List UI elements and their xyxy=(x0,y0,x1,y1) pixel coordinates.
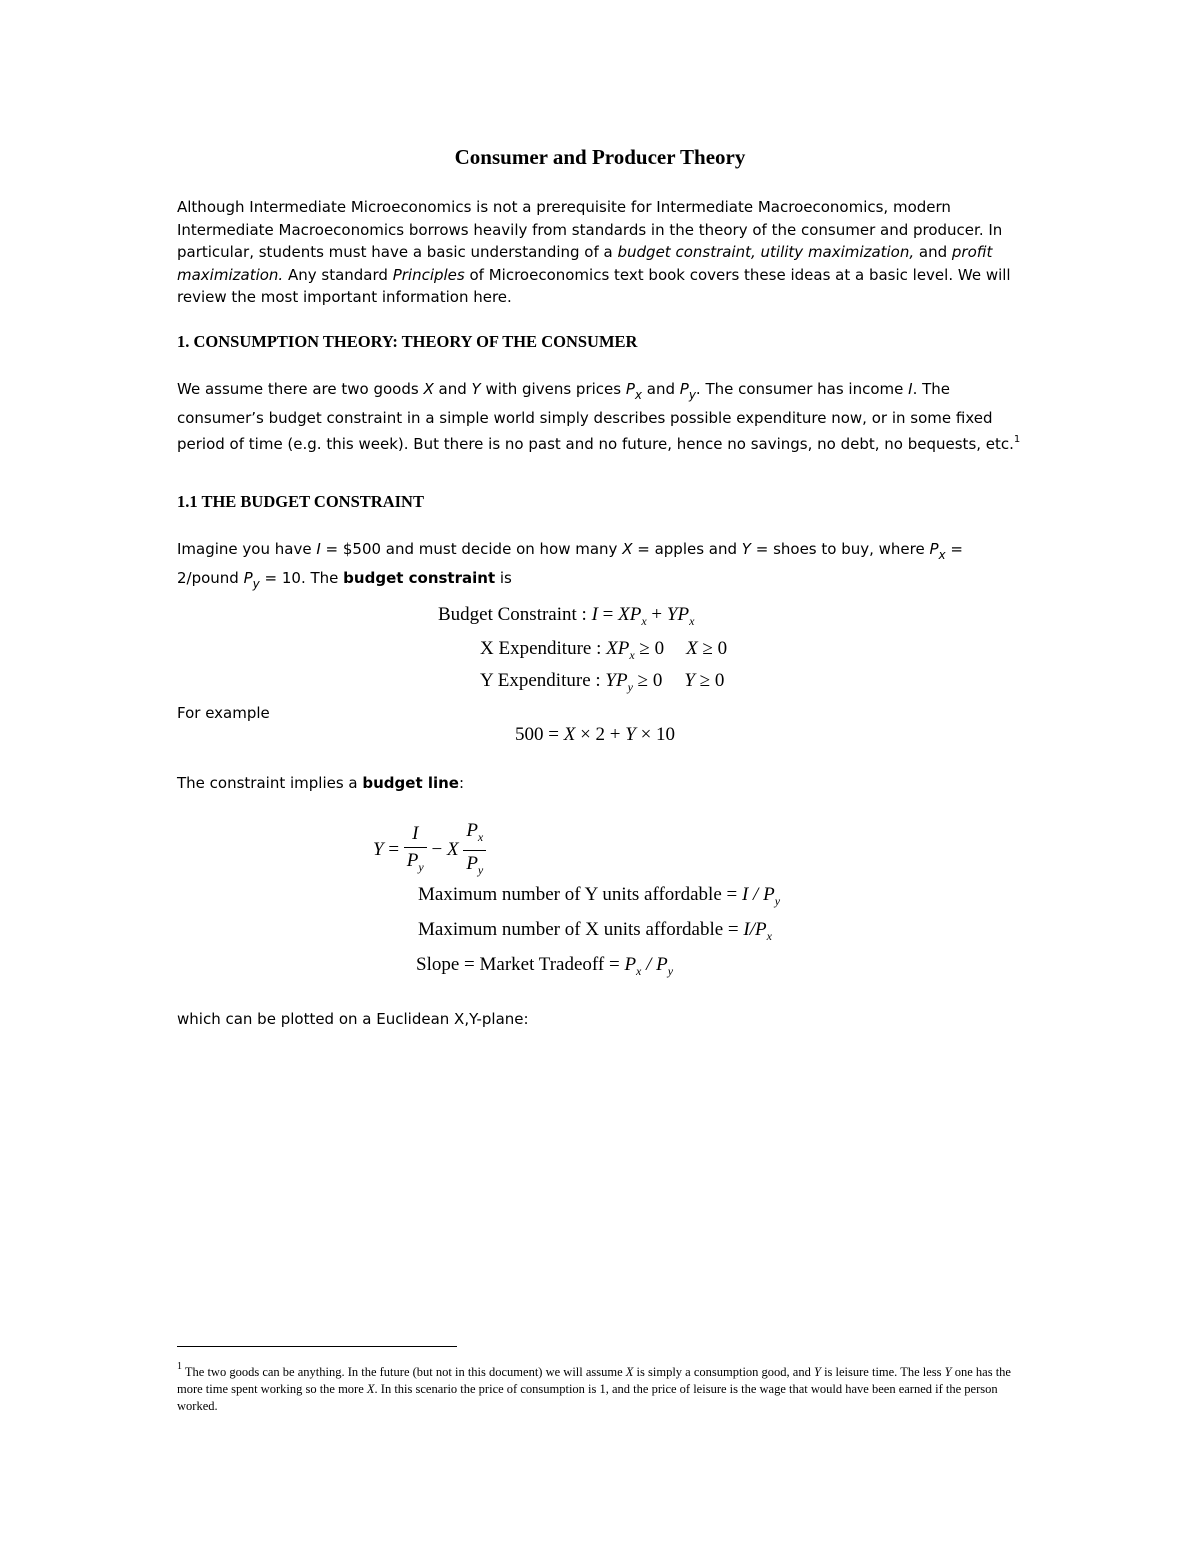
op: − xyxy=(431,838,447,860)
var-x: X xyxy=(423,380,434,398)
var: X xyxy=(625,1365,634,1379)
intro-italic-principles: Principles xyxy=(392,265,465,284)
sub: y xyxy=(477,863,484,877)
var-i: I xyxy=(908,380,913,398)
text: and xyxy=(433,380,472,398)
sub: x xyxy=(629,648,635,662)
var-p: P xyxy=(679,380,689,398)
var: X xyxy=(446,838,459,860)
footnote-divider xyxy=(177,1346,457,1347)
op: ≥ 0 xyxy=(697,638,728,659)
text: = apples and xyxy=(632,540,742,558)
var: I xyxy=(591,604,598,625)
var: I xyxy=(412,823,419,844)
text: is leisure time. The less xyxy=(820,1365,945,1379)
budget-constraint-equation xyxy=(438,604,694,629)
text: is xyxy=(495,568,512,587)
eq-label: Y Expenditure : xyxy=(480,670,606,691)
eq-label: Maximum number of X units affordable = xyxy=(418,919,744,940)
text: . In this scenario the price of consumption is 1, and the price of leisure is the wage that would have been earned if the person worked. xyxy=(177,1382,998,1413)
max-x-equation xyxy=(418,919,772,944)
var: I / P xyxy=(741,884,775,905)
sub: y xyxy=(667,964,674,978)
intro-text: Although Intermediate Microeconomics is not a prerequisite for Intermediate Macroeconomics, modern Intermediate Macroeconomics borrows heavily from standards in the theory of the consumer and producer. In particular, students must have a basic understanding of a xyxy=(177,198,1003,261)
intro-italic-profit: profit maximization. xyxy=(177,243,993,284)
section-1-1-paragraph xyxy=(177,538,1027,595)
text: . The consumer’s budget constraint in a simple world simply describes possible expenditure now, or in some fixed period of time (e.g. this week). But there is no past and no future, hence no savings, no debt, no bequests, etc. xyxy=(177,380,1014,453)
x-expenditure-equation xyxy=(480,638,727,663)
section-1-paragraph xyxy=(177,378,1027,456)
var: XP xyxy=(606,638,630,659)
var: Y xyxy=(373,838,384,860)
intro-paragraph xyxy=(177,196,1027,309)
page-title: Consumer and Producer Theory xyxy=(454,145,746,169)
var: X xyxy=(686,638,698,659)
var: Y xyxy=(625,724,636,745)
text: is simply a consumption good, and xyxy=(633,1365,814,1379)
intro-text: of Microeconomics text book covers these ideas at a basic level. We will review the most important information here. xyxy=(177,265,1011,306)
var: YP xyxy=(605,670,628,691)
text: Imagine you have xyxy=(177,540,317,558)
op: × 10 xyxy=(635,724,676,745)
var: X xyxy=(563,724,576,745)
var: I/P xyxy=(743,919,767,940)
var-y: Y xyxy=(471,380,481,398)
section-1-1-heading: 1.1 THE BUDGET CONSTRAINT xyxy=(177,492,424,511)
op: × 2 + xyxy=(575,724,626,745)
intro-italic-terms: budget constraint, utility maximization, xyxy=(617,243,915,261)
var: P xyxy=(406,850,419,871)
text: We assume there are two goods xyxy=(177,380,424,398)
text: The two goods can be anything. In the future (but not in this document) we will assume xyxy=(182,1365,626,1379)
example-equation xyxy=(515,724,675,746)
section-1-heading: 1. CONSUMPTION THEORY: THEORY OF THE CONSUMER xyxy=(177,332,638,351)
var: X xyxy=(366,1382,375,1396)
fraction-income-over-py xyxy=(404,821,427,880)
var: XP xyxy=(618,604,642,625)
fraction-px-over-py xyxy=(463,818,486,883)
sub: x xyxy=(641,614,647,628)
var: P xyxy=(466,820,478,841)
var: Y xyxy=(813,1365,821,1379)
eq-label: Maximum number of Y units affordable = xyxy=(418,884,742,905)
intro-text: and xyxy=(914,243,952,261)
slope-equation xyxy=(416,954,673,979)
var: P xyxy=(466,853,478,874)
bold-term: budget line xyxy=(362,774,459,792)
text: = shoes to buy, where xyxy=(750,540,930,558)
for-example-label: For example xyxy=(177,704,270,722)
var: Y xyxy=(684,670,695,691)
sub-y: y xyxy=(688,388,696,402)
op: ≥ 0 xyxy=(632,670,663,691)
op: + xyxy=(646,604,667,625)
text: = $500 and must decide on how many xyxy=(320,540,623,558)
text: with givens prices xyxy=(480,380,626,398)
op: = xyxy=(597,604,619,625)
text: . The consumer has income xyxy=(695,380,909,398)
var: YP xyxy=(666,604,690,625)
sub: x xyxy=(477,830,484,844)
text: : xyxy=(458,774,465,792)
op: ≥ 0 xyxy=(694,670,725,691)
sub-x: x xyxy=(938,548,946,562)
text: = 2/pound xyxy=(177,540,963,587)
budget-line-paragraph xyxy=(177,772,1027,795)
var-y: Y xyxy=(741,540,751,558)
sub: y xyxy=(774,894,781,908)
sub: x xyxy=(689,614,695,628)
budget-line-equation xyxy=(373,818,486,883)
var: P xyxy=(624,954,637,975)
op: ≥ 0 xyxy=(634,638,665,659)
sub: x xyxy=(636,964,642,978)
sub: y xyxy=(418,860,424,874)
sub-x: x xyxy=(634,388,642,402)
text: = 10. The xyxy=(259,568,344,587)
text: The constraint implies a xyxy=(177,774,363,792)
sub: x xyxy=(766,929,772,943)
sub: y xyxy=(627,680,633,694)
var: Y xyxy=(944,1365,952,1379)
var-p: P xyxy=(243,568,253,587)
intro-text: Any standard xyxy=(283,265,393,284)
var-i: I xyxy=(316,540,321,558)
bold-term: budget constraint xyxy=(343,568,496,587)
op: 500 = xyxy=(515,724,564,745)
footnote-mark: 1 xyxy=(177,1361,182,1372)
var: / P xyxy=(641,954,668,975)
var-p: P xyxy=(625,380,635,398)
var-p: P xyxy=(929,540,939,558)
eq-label: Slope = Market Tradeoff = xyxy=(416,954,625,975)
footnote xyxy=(177,1358,1027,1415)
eq-label: X Expenditure : xyxy=(480,638,607,659)
sub-y: y xyxy=(252,576,260,591)
y-expenditure-equation xyxy=(480,670,724,695)
plot-paragraph: which can be plotted on a Euclidean X,Y-plane: xyxy=(177,1010,529,1028)
var-x: X xyxy=(622,540,633,558)
footnote-ref[interactable]: 1 xyxy=(1013,434,1021,445)
eq-label: Budget Constraint : xyxy=(438,604,592,625)
text: and xyxy=(642,380,680,398)
op: = xyxy=(383,838,404,860)
text: one has the more time spent working so the more xyxy=(177,1365,1011,1396)
max-y-equation xyxy=(418,884,780,909)
